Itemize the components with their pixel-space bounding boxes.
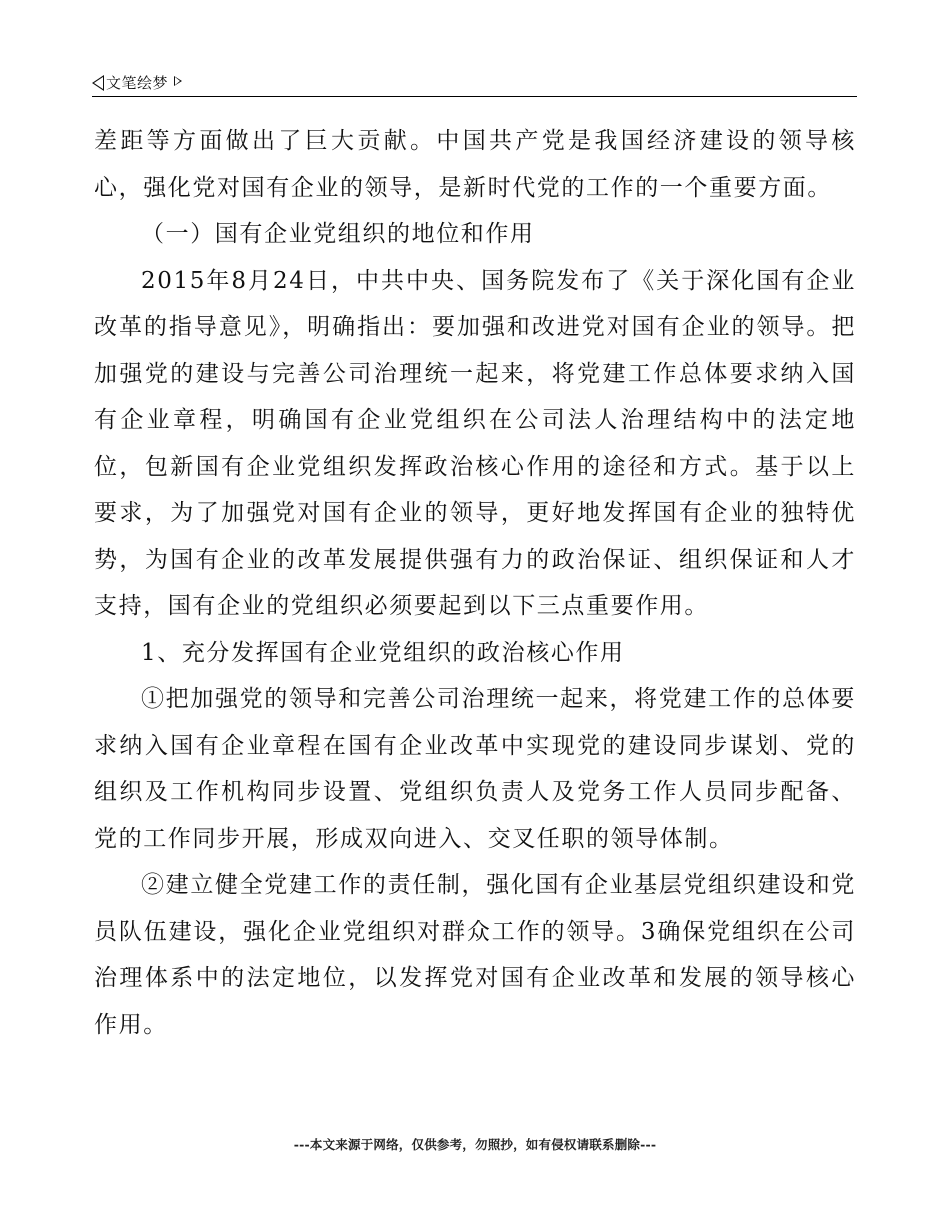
left-triangle-icon: [92, 75, 104, 91]
page-header: [92, 72, 857, 97]
paragraph-continuation: 差距等方面做出了巨大贡献。中国共产党是我国经济建设的领导核心，强化党对国有企业的领导，是新时代党的工作的一个重要方面。: [94, 128, 856, 201]
page-footer-disclaimer: ---本文来源于网络，仅供参考，勿照抄，如有侵权请联系删除---: [293, 1137, 657, 1152]
right-triangle-icon: [174, 76, 182, 86]
paragraph-point-1: ①把加强党的领导和完善公司治理统一起来，将党建工作的总体要求纳入国有企业章程在国有企业改革中实现党的建设同步谋划、党的组织及工作机构同步设置、党组织负责人及党务工作人员同步配备、党的工作同步开展，形成双向进入、交叉任职的领导体制。: [94, 686, 856, 852]
subsection-heading: 1、充分发挥国有企业党组织的政治核心作用: [141, 639, 625, 666]
section-heading: （一）国有企业党组织的地位和作用: [141, 221, 535, 247]
header-title: 文笔绘梦: [106, 74, 169, 92]
paragraph-guidance: 2015年8月24日，中共中央、国务院发布了《关于深化国有企业改革的指导意见》，明确指出：要加强和改进党对国有企业的领导。把加强党的建设与完善公司治理统一起来，将党建工作总体要求纳入国有企业章程，明确国有企业党组织在公司法人治理结构中的法定地位，包新国有企业党组织发挥政治核心作用的途径和方式。基于以上要求，为了加强党对国有企业的领导，更好地发挥国有企业的独特优势，为国有企业的改革发展提供强有力的政治保证、组织保证和人才支持，国有企业的党组织必须要起到以下三点重要作用。: [94, 267, 856, 619]
document-body: [94, 118, 856, 1048]
paragraph-point-2: ②建立健全党建工作的责任制，强化国有企业基层党组织建设和党员队伍建设，强化企业党组织对群众工作的领导。3确保党组织在公司治理体系中的法定地位，以发挥党对国有企业改革和发展的领导核心作用。: [94, 872, 856, 1038]
